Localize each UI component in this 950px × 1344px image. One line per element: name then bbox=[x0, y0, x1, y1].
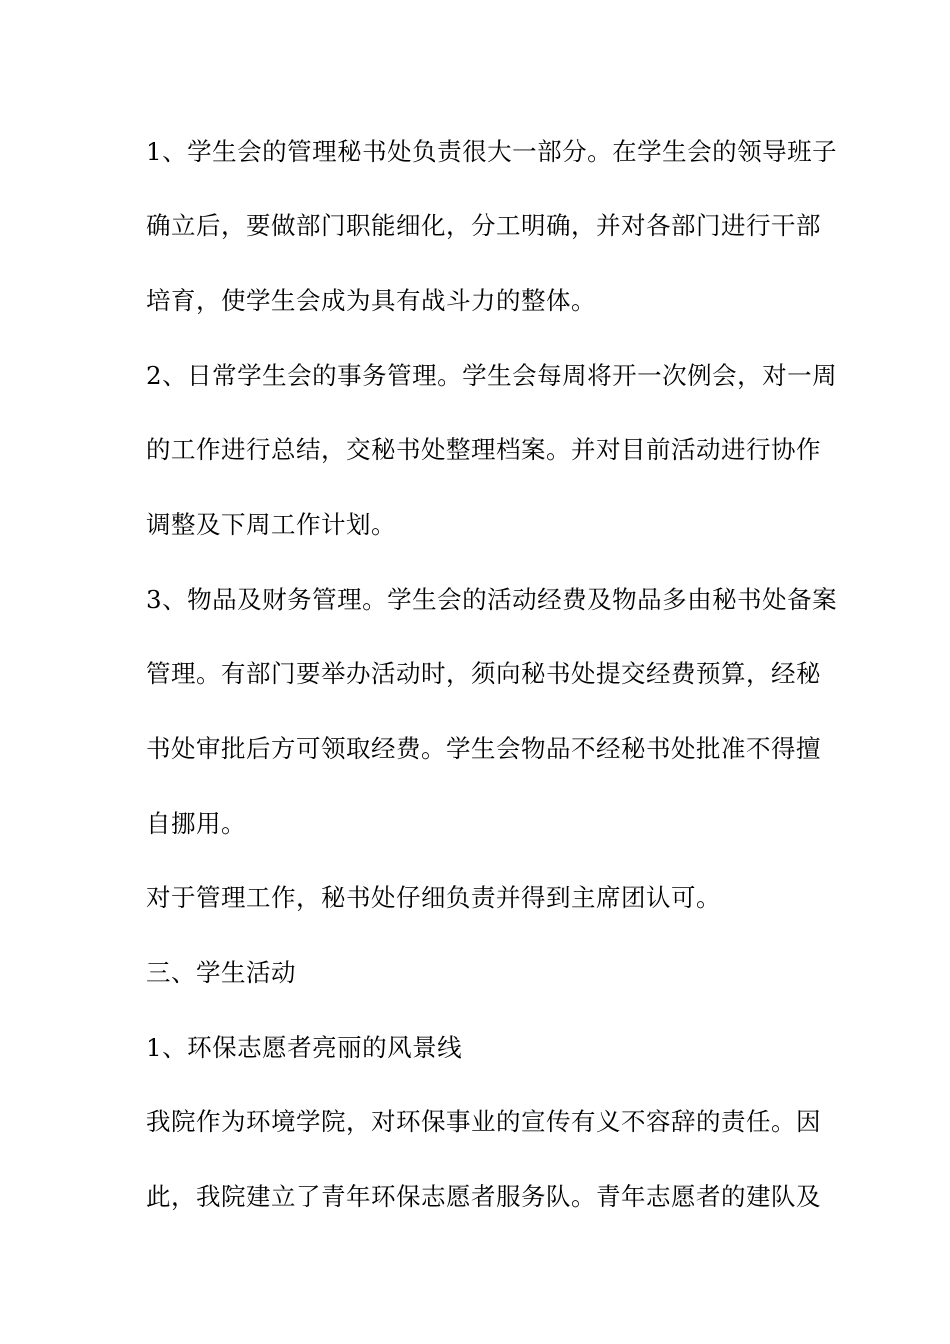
paragraph-2-line-1: 2、日常学生会的事务管理。学生会每周将开一次例会，对一周 bbox=[146, 361, 838, 390]
paragraph-5-line-2: 此，我院建立了青年环保志愿者服务队。青年志愿者的建队及 bbox=[146, 1182, 821, 1211]
paragraph-1-line-2: 确立后，要做部门职能细化，分工明确，并对各部门进行干部 bbox=[146, 211, 821, 240]
section-heading-3: 三、学生活动 bbox=[146, 958, 296, 987]
paragraph-3-line-3: 书处审批后方可领取经费。学生会物品不经秘书处批准不得擅 bbox=[146, 734, 821, 763]
paragraph-4-line-1: 对于管理工作，秘书处仔细负责并得到主席团认可。 bbox=[146, 883, 721, 912]
paragraph-1-line-1: 1、学生会的管理秘书处负责很大一部分。在学生会的领导班子 bbox=[146, 137, 838, 166]
paragraph-2-line-3: 调整及下周工作计划。 bbox=[146, 510, 396, 539]
paragraph-1-line-3: 培育，使学生会成为具有战斗力的整体。 bbox=[146, 286, 596, 315]
subsection-heading-3-1: 1、环保志愿者亮丽的风景线 bbox=[146, 1033, 463, 1062]
paragraph-3-line-4: 自挪用。 bbox=[146, 809, 246, 838]
paragraph-2-line-2: 的工作进行总结，交秘书处整理档案。并对目前活动进行协作 bbox=[146, 435, 821, 464]
paragraph-3-line-2: 管理。有部门要举办活动时，须向秘书处提交经费预算，经秘 bbox=[146, 659, 821, 688]
paragraph-5-line-1: 我院作为环境学院，对环保事业的宣传有义不容辞的责任。因 bbox=[146, 1107, 821, 1136]
paragraph-3-line-1: 3、物品及财务管理。学生会的活动经费及物品多由秘书处备案 bbox=[146, 585, 838, 614]
